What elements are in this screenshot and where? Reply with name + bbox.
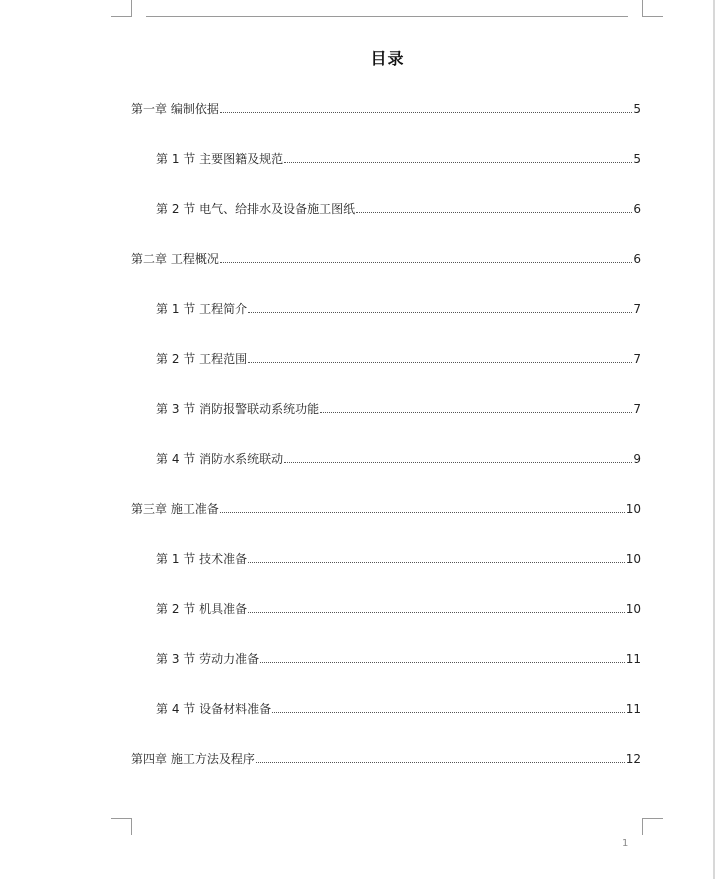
toc-entry-5[interactable] xyxy=(156,296,641,316)
toc-dot-leader xyxy=(284,462,632,463)
margin-corner-bottom-right xyxy=(642,818,663,835)
toc-entry-label: 第 4 节 设备材料准备 xyxy=(156,702,272,716)
toc-entry-page: 12 xyxy=(625,752,641,766)
margin-corner-top-right xyxy=(642,0,663,17)
toc-dot-leader xyxy=(248,362,632,363)
toc-title: 目录 xyxy=(370,49,405,68)
toc-entry-page: 7 xyxy=(633,352,641,366)
toc-entry-11[interactable] xyxy=(156,596,641,616)
toc-entry-label: 第一章 编制依据 xyxy=(131,102,219,116)
toc-entry-label: 第四章 施工方法及程序 xyxy=(131,752,255,766)
toc-entry-page: 5 xyxy=(633,152,641,166)
toc-entry-label: 第 3 节 消防报警联动系统功能 xyxy=(156,402,320,416)
toc-entry-label: 第 3 节 劳动力准备 xyxy=(156,652,260,666)
toc-entry-page: 10 xyxy=(625,502,641,516)
toc-entry-13[interactable] xyxy=(156,696,641,716)
toc-entry-1[interactable] xyxy=(131,96,641,116)
toc-entry-label: 第 1 节 工程简介 xyxy=(156,302,248,316)
toc-dot-leader xyxy=(248,562,625,563)
margin-corner-top-left xyxy=(111,0,132,17)
toc-entry-page: 10 xyxy=(625,552,641,566)
header-rule xyxy=(146,16,628,17)
toc-entry-label: 第 4 节 消防水系统联动 xyxy=(156,452,284,466)
toc-dot-leader xyxy=(220,512,625,513)
toc-entry-label: 第 1 节 技术准备 xyxy=(156,552,248,566)
toc-entry-page: 6 xyxy=(633,202,641,216)
toc-entry-9[interactable] xyxy=(131,496,641,516)
page-number: 1 xyxy=(622,838,629,849)
toc-entry-page: 7 xyxy=(633,302,641,316)
toc-entry-7[interactable] xyxy=(156,396,641,416)
toc-entry-14[interactable] xyxy=(131,746,641,766)
toc-dot-leader xyxy=(320,412,632,413)
toc-entry-12[interactable] xyxy=(156,646,641,666)
toc-entry-4[interactable] xyxy=(131,246,641,266)
toc-entry-10[interactable] xyxy=(156,546,641,566)
toc-entry-page: 7 xyxy=(633,402,641,416)
toc-entry-page: 10 xyxy=(625,602,641,616)
toc-dot-leader xyxy=(220,112,633,113)
toc-entry-page: 9 xyxy=(633,452,641,466)
toc-entry-8[interactable] xyxy=(156,446,641,466)
toc-entry-page: 11 xyxy=(625,652,641,666)
toc-dot-leader xyxy=(284,162,632,163)
toc-entry-label: 第 2 节 机具准备 xyxy=(156,602,248,616)
toc-entry-label: 第三章 施工准备 xyxy=(131,502,219,516)
toc-entry-label: 第 2 节 电气、给排水及设备施工图纸 xyxy=(156,202,356,216)
toc-dot-leader xyxy=(248,312,632,313)
toc-entry-label: 第 2 节 工程范围 xyxy=(156,352,248,366)
toc-entry-page: 6 xyxy=(633,252,641,266)
toc-dot-leader xyxy=(248,612,625,613)
toc-dot-leader xyxy=(220,262,633,263)
toc-dot-leader xyxy=(272,712,625,713)
toc-entry-label: 第 1 节 主要图籍及规范 xyxy=(156,152,284,166)
toc-entry-2[interactable] xyxy=(156,146,641,166)
toc-entry-label: 第二章 工程概况 xyxy=(131,252,219,266)
toc-dot-leader xyxy=(356,212,632,213)
margin-corner-bottom-left xyxy=(111,818,132,835)
toc-entry-3[interactable] xyxy=(156,196,641,216)
toc-entry-6[interactable] xyxy=(156,346,641,366)
toc-dot-leader xyxy=(260,662,625,663)
toc-dot-leader xyxy=(256,762,625,763)
toc-entry-page: 11 xyxy=(625,702,641,716)
toc-entry-page: 5 xyxy=(633,102,641,116)
